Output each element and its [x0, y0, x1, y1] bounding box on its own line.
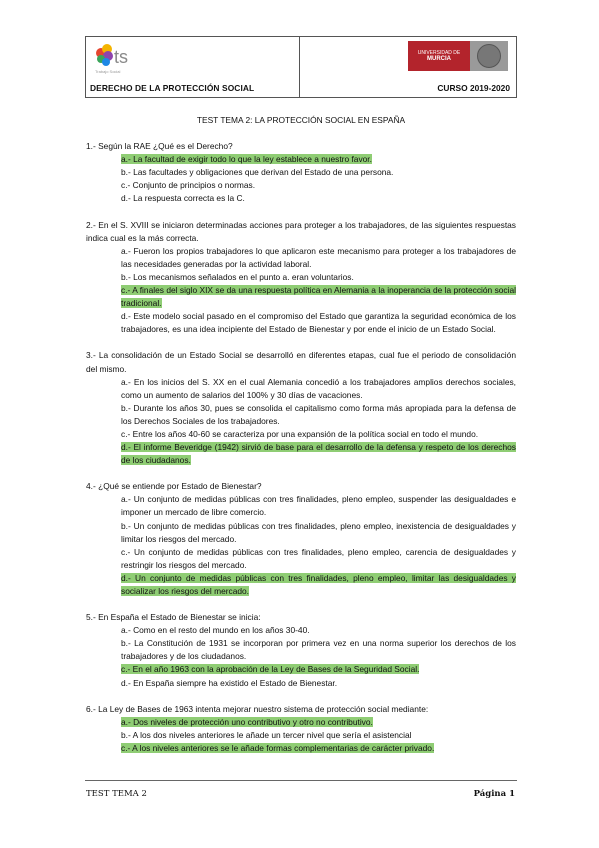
question-spacer [86, 336, 516, 349]
test-content [86, 114, 516, 755]
question-text: 2.- En el S. XVIII se iniciaron determinadas acciones para proteger a los trabajadores, de las siguientes respuestas indica cual es la más correcta. [86, 219, 516, 243]
footer-divider [85, 780, 517, 781]
question-text: 1.- Según la RAE ¿Qué es el Derecho? [86, 141, 233, 152]
test-title: TEST TEMA 2: LA PROTECCIÓN SOCIAL EN ESPAÑA [196, 115, 406, 125]
answer-option-correct [121, 572, 516, 598]
answer-option-text: d.- Este modelo social pasado en el compromiso del Estado que garantiza la seguridad económica de los trabajadores, es una idea incipiente del Estado de Bienestar y por ende el inicio de un Estado Social. [121, 311, 516, 335]
university-seal-icon [470, 41, 508, 71]
answer-option-text: c.- En el año 1963 con la aprobación de la Ley de Bases de la Seguridad Social. [121, 664, 420, 675]
answer-option-correct [121, 284, 516, 310]
question-spacer [86, 206, 516, 219]
question-text: 6.- La Ley de Bases de 1963 intenta mejorar nuestro sistema de protección social mediante: [86, 703, 429, 714]
answer-option-text: a.- Fueron los propios trabajadores lo que aplicaron este mecanismo para proteger a los trabajadores de las necesidades generadas por la actividad laboral. [121, 245, 516, 269]
answer-option-correct [121, 663, 516, 676]
question-block [86, 480, 516, 598]
answer-option [121, 166, 516, 179]
question-block [86, 219, 516, 337]
answer-option-text: c.- Entre los años 40-60 se caracteriza por una expansión de la política social en todo el mundo. [121, 428, 479, 439]
answer-option [121, 271, 516, 284]
answer-option-text: d.- El informe Beveridge (1942) sirvió de base para el desarrollo de la defensa y respeto de los derechos de los ciudadanos. [121, 442, 516, 466]
answer-option-text: a.- Dos niveles de protección uno contributivo y otro no contributivo. [121, 716, 373, 727]
answer-option-text: a.- En los inicios del S. XX en el cual Alemania concedió a los trabajadores amplios derechos sociales, como un aumento de salarios del 100% y 30 días de vacaciones. [121, 376, 516, 400]
answer-option [121, 493, 516, 519]
question-block [86, 611, 516, 690]
trabajo-social-logo [92, 41, 152, 77]
header-right-cell [300, 37, 516, 97]
answer-option-correct [121, 441, 516, 467]
answer-option [121, 192, 516, 205]
answer-option [121, 376, 516, 402]
university-name-block [408, 41, 470, 71]
answer-option [121, 179, 516, 192]
answer-option-text: a.- Un conjunto de medidas públicas con tres finalidades, pleno empleo, suspender las desigualdades e imponer un mercado de libre comercio. [121, 494, 516, 518]
answer-option [121, 546, 516, 572]
question-text: 4.- ¿Qué se entiende por Estado de Bienestar? [86, 481, 262, 492]
svg-text:Trabajo Social: Trabajo Social [95, 69, 121, 74]
answer-option-text: d.- Un conjunto de medidas públicas con tres finalidades, pleno empleo, limitar las desigualdades y socializar los riesgos del mercado. [121, 572, 516, 596]
answer-option [121, 520, 516, 546]
answer-option-correct [121, 716, 516, 729]
question-spacer [86, 690, 516, 703]
answer-option-text: b.- Un conjunto de medidas públicas con tres finalidades, pleno empleo, inexistencia de desigualdades y limitar los riesgos del mercado. [121, 520, 516, 544]
answer-option [121, 402, 516, 428]
question-spacer [86, 467, 516, 480]
footer-left-label: TEST TEMA 2 [86, 789, 147, 799]
header-left-cell [86, 37, 300, 97]
answer-option-text: c.- Un conjunto de medidas públicas con tres finalidades, pleno empleo, carencia de desigualdades y restringir los riesgos del mercado. [121, 546, 516, 570]
header-table [85, 36, 517, 98]
answer-option-text: a.- La facultad de exigir todo lo que la ley establece a nuestro favor. [121, 154, 372, 165]
answer-option-text: c.- A finales del siglo XIX se da una respuesta política en Alemania a la inoperancia de la protección social tradicional. [121, 285, 516, 309]
answer-option-text: b.- Las facultades y obligaciones que derivan del Estado de una persona. [121, 167, 394, 178]
answer-option-text: b.- A los dos niveles anteriores le añade un tercer nivel que sería el asistencial [121, 729, 412, 740]
answer-option [121, 729, 516, 742]
answer-option-text: a.- Como en el resto del mundo en los años 30-40. [121, 625, 310, 636]
answer-option-text: b.- Los mecanismos señalados en el punto a. eran voluntarios. [121, 271, 354, 282]
svg-text:ts: ts [114, 47, 129, 67]
answer-option-text: d.- En España siempre ha existido el Estado de Bienestar. [121, 677, 338, 688]
question-block [86, 349, 516, 467]
subject-title: DERECHO DE LA PROTECCIÓN SOCIAL [90, 83, 255, 93]
question-list [86, 140, 516, 755]
answer-option-text: b.- Durante los años 30, pues se consolida el capitalismo como forma más apropiada para la defensa de los Derechos Sociales de los trabajadores. [121, 402, 516, 426]
answer-option [121, 677, 516, 690]
answer-option [121, 637, 516, 663]
answer-option [121, 624, 516, 637]
answer-option [121, 428, 516, 441]
answer-option-text: c.- Conjunto de principios o normas. [121, 180, 256, 191]
answer-option-correct [121, 153, 516, 166]
page-number: Página 1 [473, 789, 515, 799]
question-spacer [86, 598, 516, 611]
answer-option-correct [121, 742, 516, 755]
course-label: CURSO 2019-2020 [437, 83, 510, 93]
university-logo [408, 41, 508, 71]
answer-option-text: d.- La respuesta correcta es la C. [121, 193, 245, 204]
question-text: 5.- En España el Estado de Bienestar se inicia: [86, 612, 261, 623]
university-line2: MURCIA [427, 56, 451, 62]
university-line1: UNIVERSIDAD DE [417, 50, 461, 56]
answer-option [121, 310, 516, 336]
answer-option-text: b.- La Constitución de 1931 se incorporan por primera vez en una norma superior los derechos de los trabajadores y de los ciudadanos. [121, 638, 516, 662]
answer-option-text: c.- A los niveles anteriores se le añade formas complementarias de carácter privado. [121, 742, 435, 753]
answer-option [121, 245, 516, 271]
question-text: 3.- La consolidación de un Estado Social se desarrolló en diferentes etapas, cual fue el periodo de consolidación del mismo. [86, 350, 516, 374]
question-block [86, 703, 516, 755]
question-block [86, 140, 516, 205]
